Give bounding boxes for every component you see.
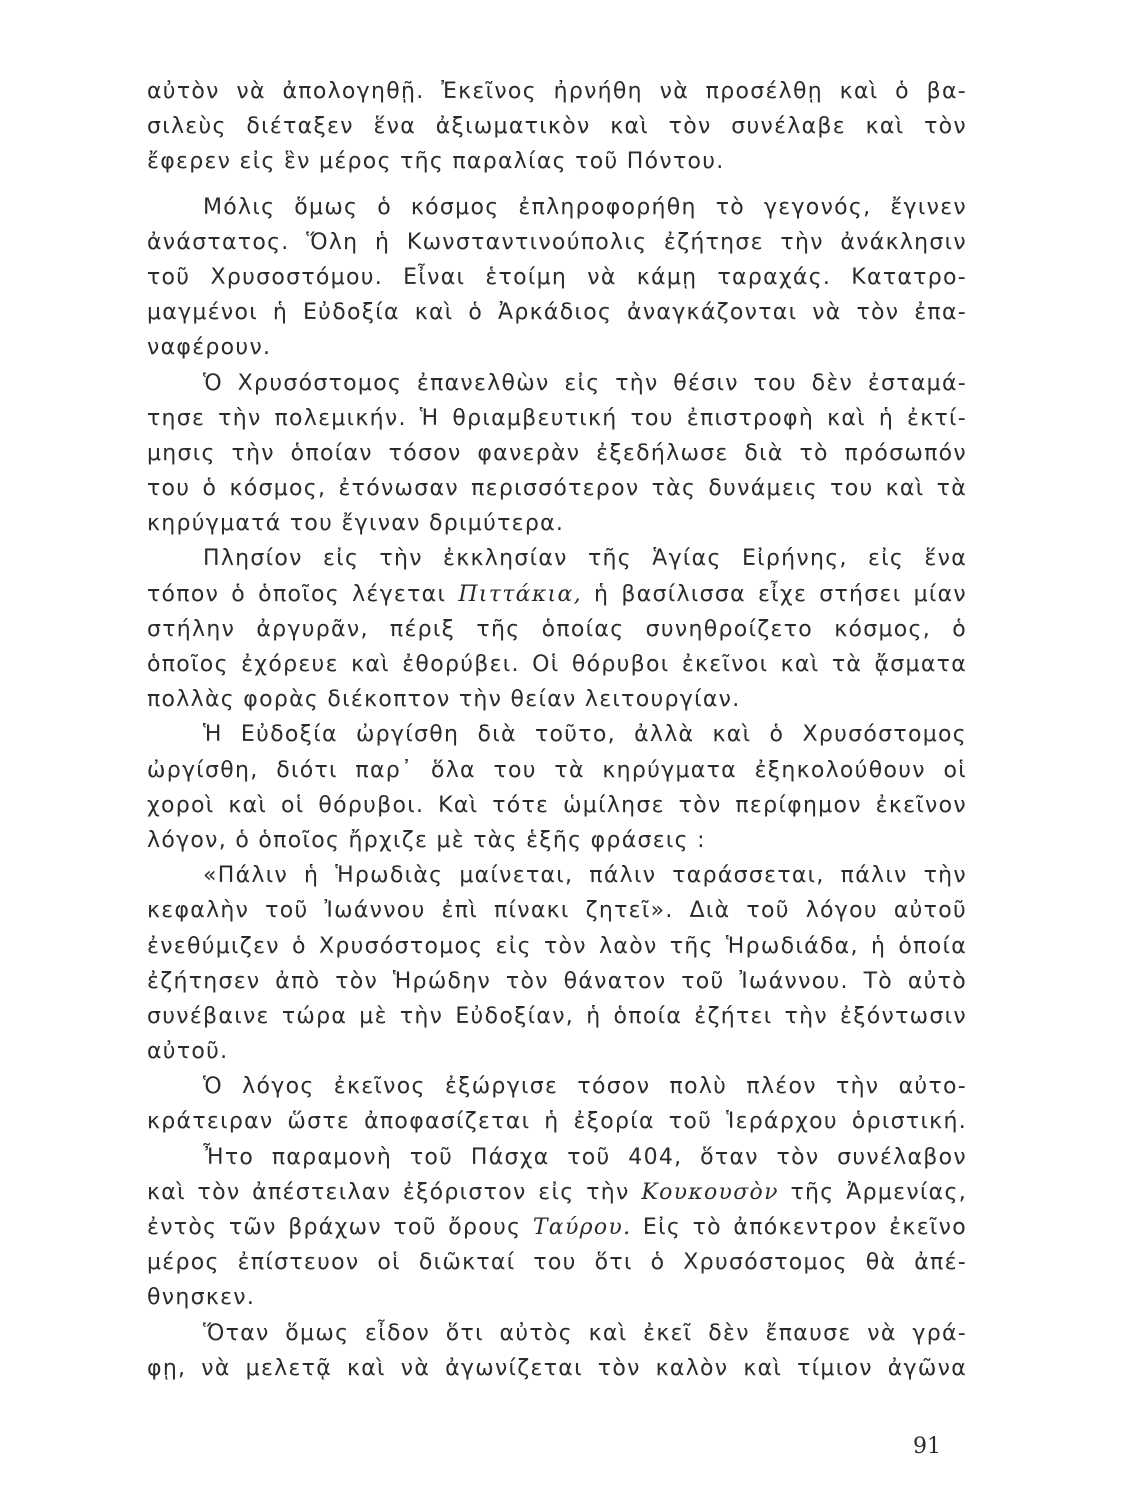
text-run: καὶ τὸν ἀπέστειλαν ἐξόριστον εἰς τὴν	[147, 1179, 642, 1205]
text-line: σιλεὺς διέταξεν ἕνα ἀξιωματικὸν καὶ τὸν συνέλαβε καὶ τὸν	[147, 114, 967, 140]
text-line	[147, 577, 967, 612]
text-line: ἐνεθύμιζεν ὁ Χρυσόστομος εἰς τὸν λαὸν τῆς Ἡρωδιάδα, ἡ ὁποία	[147, 933, 967, 959]
text-run: Εἰς τὸ ἀπόκεντρον ἐκεῖνο	[631, 1215, 967, 1240]
body-text	[147, 74, 967, 1386]
text-line: κεφαλὴν τοῦ Ἰωάννου ἐπὶ πίνακι ζητεῖ». Διὰ τοῦ λόγου αὐτοῦ	[147, 898, 967, 924]
text-line: ἀνάστατος. Ὅλη ἡ Κωνσταντινούπολις ἐζήτησε τὴν ἀνάκλησιν	[147, 229, 967, 255]
text-line: τησε τὴν πολεμικήν. Ἡ θριαμβευτική του ἐπιστροφὴ καὶ ἡ ἐκτί-	[147, 405, 967, 431]
text-run: ἐντὸς τῶν βράχων τοῦ ὄρους	[147, 1215, 533, 1240]
text-line	[147, 1210, 967, 1245]
text-line: λόγον, ὁ ὁποῖος ἤρχιζε μὲ τὰς ἑξῆς φράσεις :	[147, 827, 706, 853]
text-line: μησις τὴν ὁποίαν τόσον φανερὰν ἐξεδήλωσε διὰ τὸ πρόσωπόν	[147, 440, 967, 466]
text-line: του ὁ κόσμος, ἐτόνωσαν περισσότερον τὰς δυνάμεις του καὶ τὰ	[147, 476, 967, 502]
text-line: ἔφερεν εἰς ἓν μέρος τῆς παραλίας τοῦ Πόντου.	[147, 149, 725, 175]
text-line: στήλην ἀργυρᾶν, πέριξ τῆς ὁποίας συνηθροίζετο κόσμος, ὁ	[147, 616, 967, 642]
text-line: θνησκεν.	[147, 1285, 256, 1311]
text-line: αὐτὸν νὰ ἀπολογηθῇ. Ἐκεῖνος ἠρνήθη νὰ προσέλθῃ καὶ ὁ βα-	[147, 79, 967, 104]
text-line: τοῦ Χρυσοστόμου. Εἶναι ἑτοίμη νὰ κάμῃ ταραχάς. Κατατρο-	[147, 264, 967, 290]
text-line: ἐζήτησεν ἀπὸ τὸν Ἡρώδην τὸν θάνατον τοῦ Ἰωάννου. Τὸ αὐτὸ	[147, 968, 967, 994]
text-line: πολλὰς φορὰς διέκοπτον τὴν θείαν λειτουργίαν.	[147, 687, 741, 713]
page-number: 91	[913, 1434, 941, 1459]
text-run: τόπον ὁ ὁποῖος λέγεται	[147, 581, 459, 607]
text-line: κράτειραν ὥστε ἀποφασίζεται ἡ ἐξορία τοῦ Ἱεράρχου ὁριστική.	[147, 1109, 967, 1135]
text-line: ναφέρουν.	[147, 335, 272, 361]
text-line: Ὁ λόγος ἐκεῖνος ἐξώργισε τόσον πολὺ πλέον τὴν αὐτο-	[203, 1074, 967, 1100]
text-line: Ἦτο παραμονὴ τοῦ Πάσχα τοῦ 404, ὅταν τὸν συνέλαβον	[203, 1144, 967, 1170]
text-line: «Πάλιν ἡ Ἡρωδιὰς μαίνεται, πάλιν ταράσσεται, πάλιν τὴν	[203, 863, 967, 889]
text-line: Ὁ Χρυσόστομος ἐπανελθὼν εἰς τὴν θέσιν του δὲν ἐσταμά-	[203, 370, 967, 396]
text-line: Ὅταν ὅμως εἶδον ὅτι αὐτὸς καὶ ἐκεῖ δὲν ἔπαυσε νὰ γρά-	[203, 1320, 967, 1346]
text-line: κηρύγματά του ἔγιναν δριμύτερα.	[147, 511, 565, 537]
text-line: Ἡ Εὐδοξία ὠργίσθη διὰ τοῦτο, ἀλλὰ καὶ ὁ Χρυσόστομος	[203, 722, 967, 748]
text-line	[147, 1175, 967, 1210]
place-name-pittakia: Πιττάκια,	[458, 581, 582, 607]
text-line: Πλησίον εἰς τὴν ἐκκλησίαν τῆς Ἁγίας Εἰρήνης, εἰς ἕνα	[203, 546, 967, 572]
text-line: Μόλις ὅμως ὁ κόσμος ἐπληροφορήθη τὸ γεγονός, ἔγινεν	[203, 194, 967, 220]
text-run: ἡ βασίλισσα εἶχε στήσει μίαν	[581, 581, 967, 607]
place-name-tavros: Ταύρου.	[532, 1215, 632, 1240]
text-line: ὁποῖος ἐχόρευε καὶ ἐθορύβει. Οἱ θόρυβοι ἐκεῖνοι καὶ τὰ ᾄσματα	[147, 652, 967, 677]
text-line: φῃ, νὰ μελετᾷ καὶ νὰ ἀγωνίζεται τὸν καλὸν καὶ τίμιον ἀγῶνα	[147, 1355, 967, 1381]
text-line: μέρος ἐπίστευον οἱ διῶκταί του ὅτι ὁ Χρυσόστομος θὰ ἀπέ-	[147, 1250, 967, 1276]
text-run: τῆς Ἀρμενίας,	[778, 1179, 967, 1205]
place-name-koukousos: Κουκουσὸν	[641, 1179, 779, 1205]
text-line: ὠργίσθη, διότι παρ᾽ ὅλα του τὰ κηρύγματα ἐξηκολούθουν οἱ	[147, 757, 967, 783]
text-line: μαγμένοι ἡ Εὐδοξία καὶ ὁ Ἀρκάδιος ἀναγκάζονται νὰ τὸν ἐπα-	[147, 300, 967, 326]
text-line: συνέβαινε τώρα μὲ τὴν Εὐδοξίαν, ἡ ὁποία ἐζήτει τὴν ἐξόντωσιν	[147, 1003, 967, 1029]
text-line: χοροὶ καὶ οἱ θόρυβοι. Καὶ τότε ὡμίλησε τὸν περίφημον ἐκεῖνον	[147, 792, 967, 818]
text-line: αὐτοῦ.	[147, 1039, 229, 1065]
